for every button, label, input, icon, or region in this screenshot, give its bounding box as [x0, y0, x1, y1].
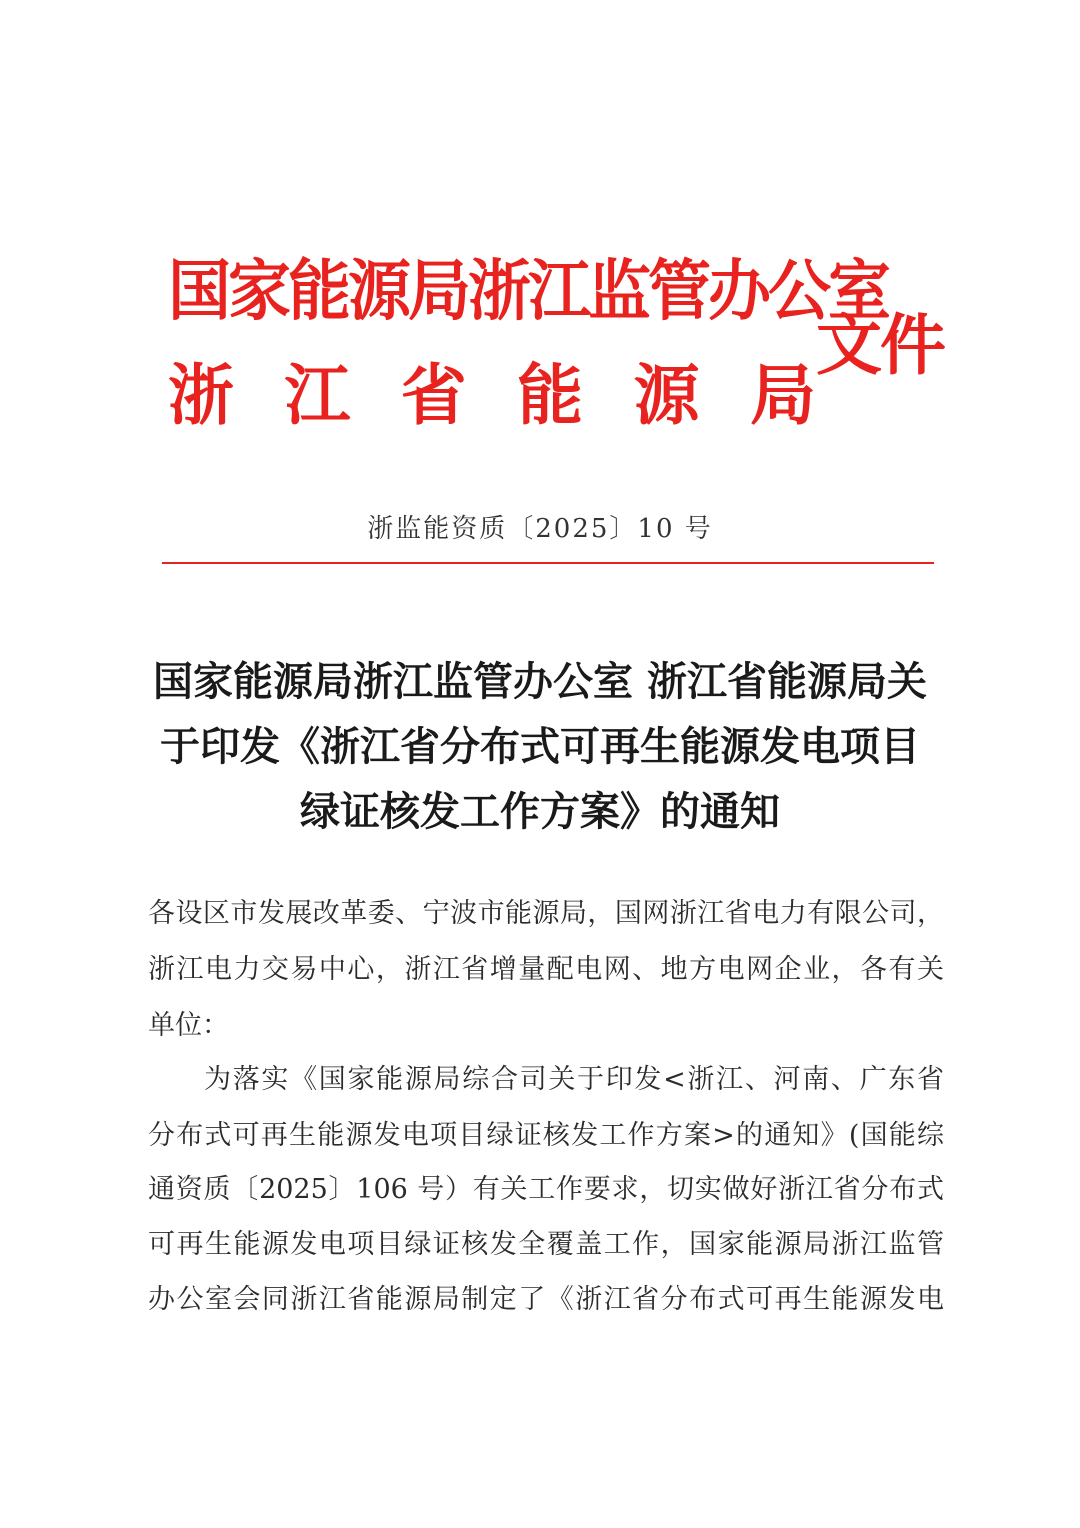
document-title-line2: 于印发《浙江省分布式可再生能源发电项目	[160, 723, 920, 770]
document-title-line1: 国家能源局浙江监管办公室 浙江省能源局关	[153, 658, 927, 705]
body-text-line: 可再生能源发电项目绿证核发全覆盖工作，国家能源局浙江监管	[148, 1229, 944, 1260]
issuer-line2-char: 源	[633, 356, 700, 434]
issuer-line2-char: 浙	[168, 356, 234, 434]
document-title-line3: 绿证核发工作方案》的通知	[300, 788, 780, 835]
issuer-line2-char: 江	[284, 356, 351, 434]
document-type-label: 文件	[816, 306, 944, 384]
issuer-name-line2	[168, 356, 816, 434]
issuer-line2-char: 能	[517, 356, 584, 434]
issuer-name-line1: 国家能源局浙江监管办公室	[168, 251, 888, 330]
issuer-line2-char: 省	[400, 356, 467, 434]
red-header-divider	[162, 562, 934, 564]
body-text-line: 单位：	[148, 1010, 229, 1041]
body-text-line: 通资质〔2025〕106 号）有关工作要求，切实做好浙江省分布式	[148, 1174, 944, 1205]
issuer-line2-char: 局	[749, 356, 816, 434]
body-text-line: 分布式可再生能源发电项目绿证核发工作方案>的通知》(国能综	[148, 1120, 944, 1151]
body-text-line: 浙江电力交易中心，浙江省增量配电网、地方电网企业，各有关	[148, 954, 944, 985]
body-text-line: 为落实《国家能源局综合司关于印发<浙江、河南、广东省	[204, 1064, 944, 1095]
body-text-line: 各设区市发展改革委、宁波市能源局，国网浙江省电力有限公司，	[148, 898, 944, 929]
body-text-line: 办公室会同浙江省能源局制定了《浙江省分布式可再生能源发电	[148, 1284, 944, 1315]
document-number: 浙监能资质〔2025〕10 号	[367, 514, 713, 544]
